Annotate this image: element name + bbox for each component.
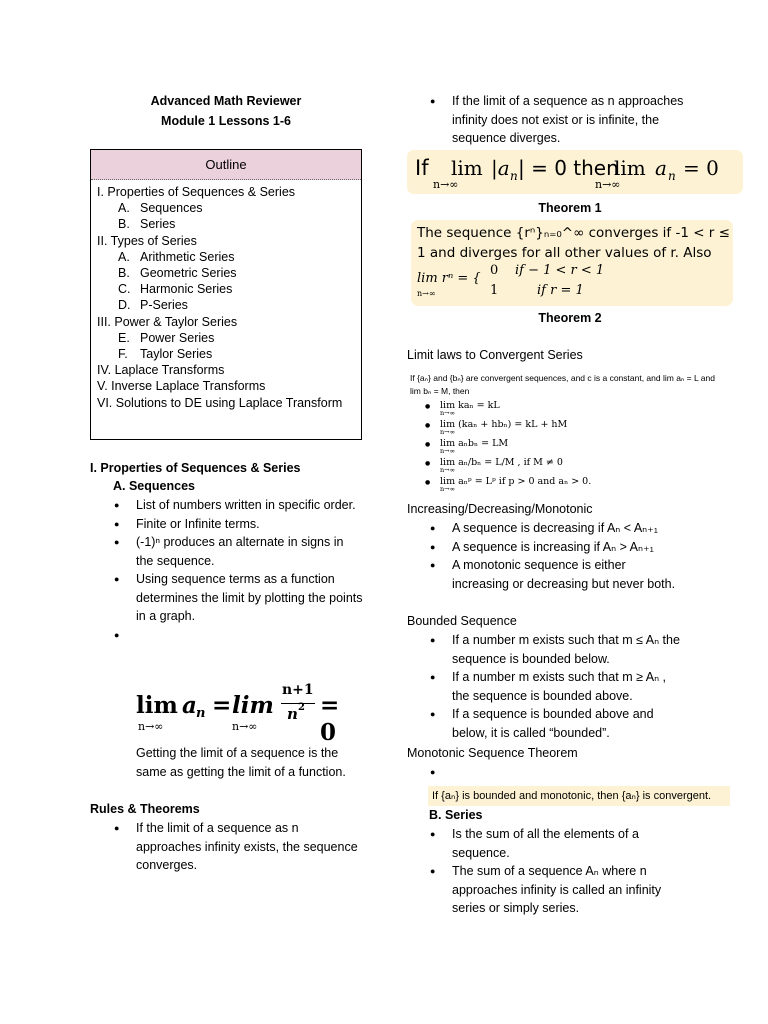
outline-item-label: Taylor Series bbox=[140, 347, 213, 362]
outline-item-label: V. Inverse Laplace Transforms bbox=[97, 379, 266, 394]
outline-item bbox=[97, 314, 355, 330]
formula-denominator: n bbox=[287, 705, 298, 723]
list-item-empty bbox=[452, 763, 682, 782]
sequences-bullet-list bbox=[136, 496, 364, 644]
bounded-heading: Bounded Sequence bbox=[407, 614, 517, 628]
list-item: ● If the limit of a sequence as n approaches infinity exists, the sequence converges. bbox=[136, 819, 358, 875]
outline-item bbox=[97, 297, 355, 313]
mst-heading: Monotonic Sequence Theorem bbox=[407, 746, 578, 760]
outline-item-label: I. Properties of Sequences & Series bbox=[97, 185, 296, 199]
outline-item-label: Sequences bbox=[140, 201, 203, 216]
theorem-1-result: = 0 bbox=[683, 156, 719, 180]
outline-item bbox=[97, 216, 355, 232]
theorem-2-lim: lim rⁿ = { bbox=[417, 271, 481, 286]
formula-lim: lim bbox=[136, 692, 178, 719]
limit-law-text: lim kaₙ = kL bbox=[440, 400, 500, 411]
formula-note: Getting the limit of a sequence is the same as getting the limit of a function. bbox=[136, 746, 346, 779]
outline-item-label: Arithmetic Series bbox=[140, 249, 235, 264]
outline-item bbox=[97, 281, 355, 297]
formula-lim-sub: n→∞ bbox=[138, 720, 164, 733]
outline-item bbox=[97, 330, 355, 346]
list-item: ● List of numbers written in specific order. bbox=[136, 496, 364, 515]
outline-item-letter: E. bbox=[118, 330, 130, 345]
outline-list bbox=[91, 180, 361, 415]
list-item: ● If the limit of a sequence as n approaches infinity does not exist or is infinite, the sequence diverges. bbox=[452, 92, 684, 148]
theorem-2-box bbox=[411, 220, 733, 306]
outline-item bbox=[97, 200, 355, 216]
outline-item-label: II. Types of Series bbox=[97, 233, 197, 248]
formula-lim2-sub: n→∞ bbox=[232, 720, 258, 733]
theorem-1-abs: |a bbox=[491, 156, 510, 180]
outline-item-label: P-Series bbox=[140, 298, 188, 313]
outline-item bbox=[97, 184, 355, 200]
limit-laws-block bbox=[410, 372, 750, 493]
outline-item bbox=[97, 249, 355, 265]
list-item: ● If a number m exists such that m ≥ Aₙ , the sequence is bounded above. bbox=[452, 668, 684, 705]
rules-heading: Rules & Theorems bbox=[90, 802, 200, 816]
formula-a: a bbox=[182, 692, 197, 719]
theorem-1-lim-sub: n→∞ bbox=[433, 178, 459, 191]
list-item: ● A sequence is decreasing if Aₙ < Aₙ₊₁ bbox=[452, 519, 682, 538]
subheading-series: B. Series bbox=[429, 808, 483, 822]
outline-item-label: Power Series bbox=[140, 330, 215, 345]
list-item: ● If a sequence is bounded above and below, it is called “bounded”. bbox=[452, 705, 684, 742]
outline-item-label: III. Power & Taylor Series bbox=[97, 314, 238, 329]
series-bullet-list bbox=[452, 825, 682, 918]
theorem-2-lim-sub: n→∞ bbox=[417, 289, 436, 298]
list-item: ● The sum of a sequence Aₙ where n approaches infinity is called an infinity series or simply series. bbox=[452, 862, 682, 918]
limit-laws-list bbox=[410, 398, 750, 493]
outline-item-letter: A. bbox=[118, 201, 130, 216]
theorem-2-line-1: The sequence {rⁿ}ₙ₌₀^∞ converges if -1 < r ≤ bbox=[417, 225, 730, 241]
limit-law-text: lim aₙbₙ = LM bbox=[440, 438, 509, 449]
mst-bullet-list bbox=[452, 763, 682, 782]
limit-law-sub: n→∞ bbox=[440, 428, 456, 436]
outline-item-letter: C. bbox=[118, 282, 131, 297]
outline-item-letter: D. bbox=[118, 298, 131, 313]
limit-law-text: lim aₙ/bₙ = L/M , if M ≠ 0 bbox=[440, 457, 563, 468]
limit-law-item: ● lim aₙbₙ = LM n→∞ bbox=[440, 436, 750, 455]
formula-denominator-exp: 2 bbox=[298, 702, 305, 713]
subheading-sequences: A. Sequences bbox=[113, 479, 195, 493]
theorem-1-a-sub: n bbox=[668, 169, 676, 183]
rules-bullet-list bbox=[136, 819, 358, 875]
document-subtitle: Module 1 Lessons 1-6 bbox=[161, 114, 291, 128]
theorem-1-lim2-sub: n→∞ bbox=[595, 178, 621, 191]
limit-law-sub: n→∞ bbox=[440, 447, 456, 455]
outline-item-label: Harmonic Series bbox=[140, 282, 233, 297]
list-item: ● Is the sum of all the elements of a sequence. bbox=[452, 825, 682, 862]
outline-item-label: IV. Laplace Transforms bbox=[97, 363, 225, 378]
list-item: ● Finite or Infinite terms. bbox=[136, 515, 364, 534]
theorem-1-lim: lim bbox=[451, 156, 483, 180]
theorem-1-if: If bbox=[415, 156, 429, 180]
formula-eq: = bbox=[212, 692, 232, 719]
list-item: ● (-1)ⁿ produces an alternate in signs in the sequence. bbox=[136, 533, 364, 570]
outline-item-letter: A. bbox=[118, 249, 130, 264]
limit-law-item: ● lim (kaₙ + hbₙ) = kL + hM n→∞ bbox=[440, 417, 750, 436]
theorem-1-abs-sub: n bbox=[510, 169, 518, 183]
limit-formula bbox=[136, 682, 360, 746]
formula-lim2: lim bbox=[232, 692, 274, 719]
diverge-bullet-list bbox=[452, 92, 684, 148]
mst-statement: If {aₙ} is bounded and monotonic, then {aₙ} is convergent. bbox=[428, 786, 730, 806]
outline-item-label: Series bbox=[140, 217, 176, 232]
outline-item bbox=[97, 378, 355, 394]
theorem-1-caption: Theorem 1 bbox=[538, 201, 602, 215]
outline-item bbox=[97, 395, 355, 411]
limit-law-sub: n→∞ bbox=[440, 466, 456, 474]
theorem-1-box bbox=[407, 150, 743, 194]
list-item: ● A sequence is increasing if Aₙ > Aₙ₊₁ bbox=[452, 538, 682, 557]
outline-heading: Outline bbox=[91, 150, 361, 180]
limit-laws-intro-1: If {aₙ} and {bₙ} are convergent sequences, and c is a constant, and lim aₙ = L and bbox=[410, 373, 715, 383]
theorem-1-a: a bbox=[655, 156, 667, 180]
list-item: ● A monotonic sequence is either increasing or decreasing but never both. bbox=[452, 556, 682, 593]
theorem-1-then: | = 0 then bbox=[518, 156, 619, 180]
outline-item bbox=[97, 233, 355, 249]
limit-law-text: lim (kaₙ + hbₙ) = kL + hM bbox=[440, 419, 568, 430]
theorem-2-case-2-value: 1 bbox=[490, 283, 499, 298]
list-item: ● Using sequence terms as a function determines the limit by plotting the points in a graph. bbox=[136, 570, 364, 626]
monotonic-bullet-list bbox=[452, 519, 682, 593]
theorem-2-case-2-condition: if r = 1 bbox=[537, 283, 584, 298]
list-item: ● If a number m exists such that m ≤ Aₙ the sequence is bounded below. bbox=[452, 631, 684, 668]
limit-law-sub: n→∞ bbox=[440, 409, 456, 417]
outline-box bbox=[90, 149, 362, 440]
formula-numerator: n+1 bbox=[282, 682, 314, 698]
limit-laws-intro-2: lim bₙ = M, then bbox=[410, 386, 470, 396]
formula-result: = 0 bbox=[320, 692, 340, 746]
theorem-2-case-1-condition: if − 1 < r < 1 bbox=[515, 263, 605, 278]
theorem-2-case-1-value: 0 bbox=[490, 263, 499, 278]
limit-law-sub: n→∞ bbox=[440, 485, 456, 493]
theorem-2-caption: Theorem 2 bbox=[538, 311, 602, 325]
outline-item-label: VI. Solutions to DE using Laplace Transform bbox=[97, 395, 343, 410]
outline-item-letter: B. bbox=[118, 266, 130, 281]
outline-item-letter: B. bbox=[118, 217, 130, 232]
section-heading-properties: I. Properties of Sequences & Series bbox=[90, 461, 301, 475]
outline-item-letter: F. bbox=[118, 347, 128, 362]
document-title: Advanced Math Reviewer bbox=[150, 94, 302, 108]
limit-law-text: lim aₙᵖ = Lᵖ if p > 0 and aₙ > 0. bbox=[440, 476, 592, 487]
bounded-bullet-list bbox=[452, 631, 684, 742]
outline-item-label: Geometric Series bbox=[140, 266, 237, 281]
monotonic-heading: Increasing/Decreasing/Monotonic bbox=[407, 502, 593, 516]
limit-laws-heading: Limit laws to Convergent Series bbox=[407, 348, 583, 362]
outline-item bbox=[97, 362, 355, 378]
theorem-2-line-2: 1 and diverges for all other values of r. Also bbox=[417, 245, 712, 261]
formula-a-sub: n bbox=[196, 706, 206, 721]
limit-law-item: ● lim aₙᵖ = Lᵖ if p > 0 and aₙ > 0. n→∞ bbox=[440, 474, 750, 493]
outline-item bbox=[97, 346, 355, 362]
limit-law-item: ● lim aₙ/bₙ = L/M , if M ≠ 0 n→∞ bbox=[440, 455, 750, 474]
list-item-empty bbox=[136, 626, 364, 645]
outline-item bbox=[97, 265, 355, 281]
limit-law-item: ● lim kaₙ = kL n→∞ bbox=[440, 398, 750, 417]
theorem-1-lim2: lim bbox=[614, 156, 646, 180]
